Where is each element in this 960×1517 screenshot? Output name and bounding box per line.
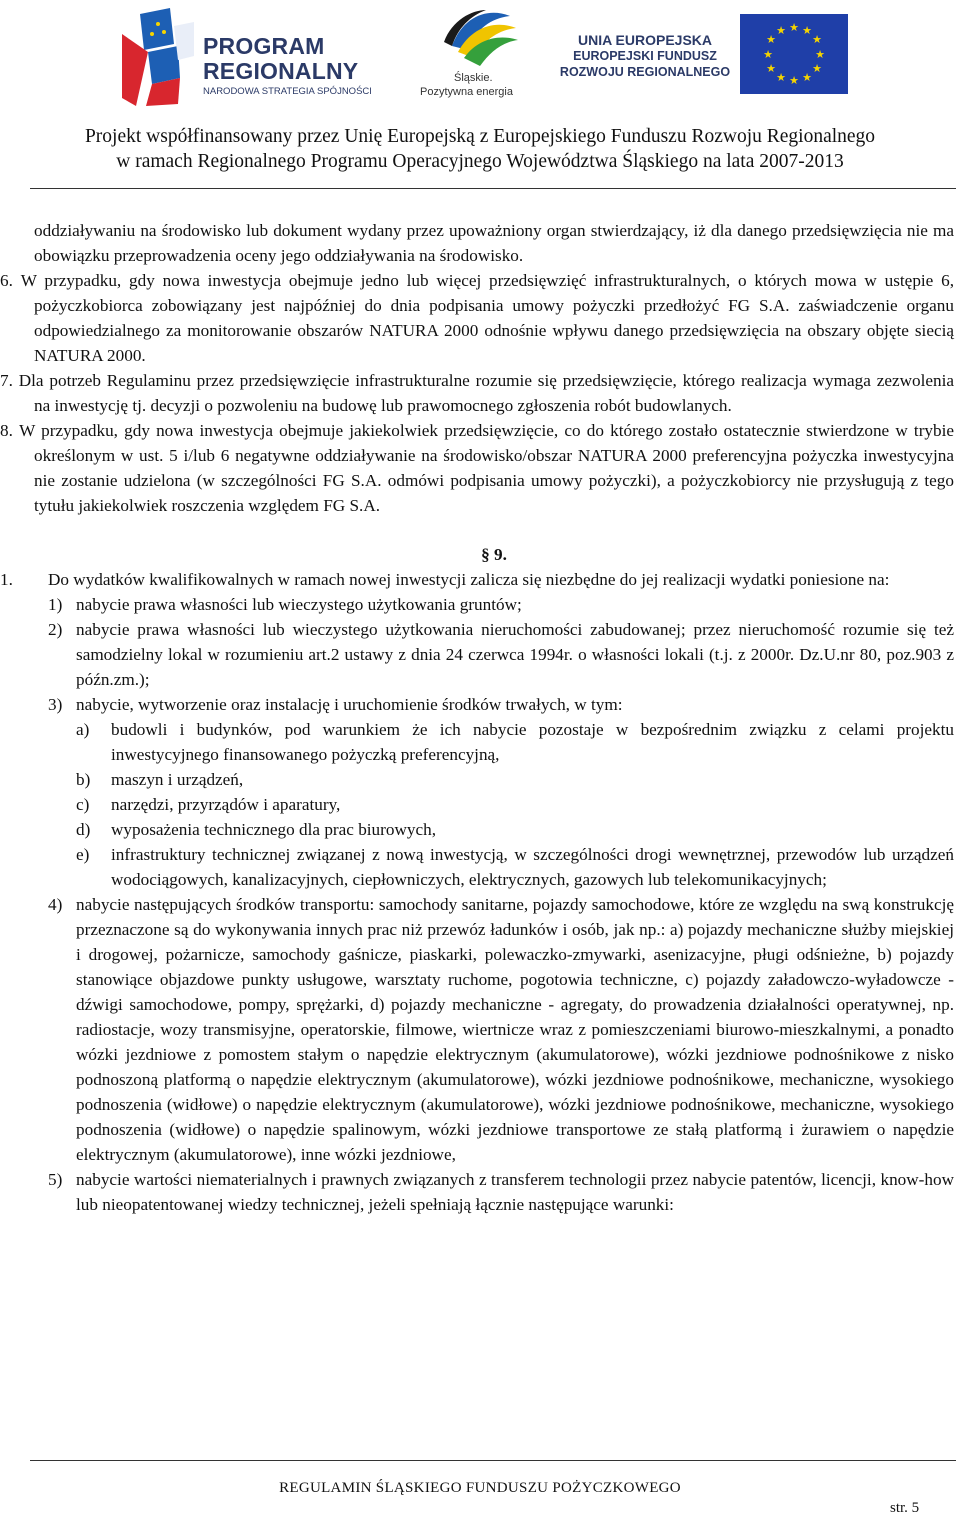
section-heading: § 9. (481, 545, 507, 564)
list-item-3 (34, 692, 954, 717)
sub-item-b (34, 767, 954, 792)
sub-item-text: maszyn i urządzeń, (111, 770, 244, 789)
program-regionalny-emblem-icon (118, 6, 198, 108)
sub-item-text: infrastruktury technicznej związanej z nową inwestycją, w szczególności drogi wewnętrznej, przewodów lub urządzeń wodociągowych, kanalizacyjnych, ciepłowniczych, elektrycznych, gazowych lub telekomunikacyjnych; (111, 845, 954, 889)
item-number: 4) (48, 895, 63, 914)
sub-item-d (34, 817, 954, 842)
page-number: str. 5 (890, 1500, 920, 1516)
document-body (0, 218, 955, 1217)
logo-bar (0, 0, 960, 110)
logo-line-2: REGIONALNY (203, 58, 359, 84)
svg-text:★: ★ (789, 74, 799, 87)
item-text: nabycie następujących środków transportu: samochody sanitarne, pojazdy samochodowe, które ze względu na swą konstrukcję przeznaczone są do wykonywania innych prac niż przewóz ładunków i osób, jak np.: a) pojazdy mechaniczne służby miejskiej i drogowej, pożarnicze, samochody gaśnicze, piaskarki, polewaczko-zmywarki, asenizacyjne, pługi odśnieżne, b) pojazdy stanowiące objazdowe punkty usługowe, warsztaty ruchome, pogotowia techniczne, c) pojazdy załadowczo-wyładowcze - dźwigi samochodowe, pompy, sprężarki, d) pojazdy mechaniczne - agregaty, do prowadzenia działalności operatywnej, np. radiostacje, wozy transmisyjne, operatorskie, filmowe, wiertnicze wraz z pomieszczeniami biurowo-mieszkalnymi, a ponadto wózki jezdniowe z pomostem stałym o napędzie elektrycznym (akumulatorowe), wózki jezdniowe podnośnikowe z nisko podnoszoną platformą o napędzie elektrycznym (akumulatorowe), wózki jezdniowe podnośnikowe, mechaniczne, wysokiego podnoszenia (widłowe) o napędzie elektrycznym (akumulatorowe), wózki jezdniowe podnośnikowe, mechaniczne, wysokiego podnoszenia (widłowe) o napędzie spalinowym, wózki jezdniowe transportowe ze stałą platformą i żurawiem o napędzie elektrycznym (akumulatorowe), inne wózki jezdniowe, (76, 895, 954, 1164)
sub-item-letter: a) (76, 720, 90, 739)
item-number: 2) (48, 620, 63, 639)
sub-item-letter: b) (76, 770, 91, 789)
paragraph-number: 6. (0, 271, 13, 290)
point-number: 1. (0, 570, 13, 589)
svg-text:★: ★ (812, 33, 822, 46)
list-item-1 (34, 592, 954, 617)
footer-title: REGULAMIN ŚLĄSKIEGO FUNDUSZU POŻYCZKOWEGO (279, 1480, 681, 1496)
item-text: nabycie wartości niematerialnych i prawnych związanych z transferem technologii przez nabycie patentów, licencji, know-how lub nieopatentowanej wiedzy technicznej, jeżeli spełniają łącznie następujące warunki: (76, 1170, 954, 1214)
svg-text:★: ★ (766, 33, 776, 46)
list-item-5 (34, 1167, 954, 1217)
sub-item-text: narzędzi, przyrządów i aparatury, (111, 795, 341, 814)
logo-line-1: PROGRAM (203, 33, 325, 59)
sub-item-text: wyposażenia technicznego dla prac biurowych, (111, 820, 436, 839)
section-9-point-1 (0, 567, 954, 1217)
continued-paragraph: oddziaływaniu na środowisko lub dokument wydany przez upoważniony organ stwierdzający, iż dla danego przedsięwzięcia nie ma obowiązku przeprowadzenia oceny jego oddziaływania na środowisko. (34, 221, 954, 265)
eu-logo-text (554, 32, 736, 80)
svg-text:★: ★ (766, 62, 776, 75)
header-line-2: w ramach Regionalnego Programu Operacyjnego Województwa Śląskiego na lata 2007-2013 (116, 151, 844, 172)
paragraph-text: W przypadku, gdy nowa inwestycja obejmuje jakiekolwiek przedsięwzięcie, co do którego zostało ostatecznie stwierdzone w trybie określonym w ust. 5 i/lub 6 negatywne oddziaływanie na środowisko/obszar NATURA 2000 preferencyjna pożyczka inwestycyjna nie zostanie udzielona (w szczególności FG S.A. odmówi podpisania umowy pożyczki), a pożyczkobiorcy nie przysługują z tego tytułu jakiekolwiek roszczenia względem FG S.A. (19, 421, 955, 515)
footer-divider (30, 1460, 956, 1461)
item-text: nabycie prawa własności lub wieczystego użytkowania nieruchomości zabudowanej; przez nieruchomość rozumie się też samodzielny lokal w rozumieniu art.2 ustawy z dnia 24 czerwca 1994r. o własności lokali (t.j. z 2000r. Dz.U.nr 80, poz.903 z późn.zm.); (76, 620, 954, 689)
paragraph-number: 7. (0, 371, 13, 390)
sub-item-text: budowli i budynków, pod warunkiem że ich nabycie pozostaje w bezpośrednim związku z celami projektu inwestycyjnego finansowanego pożyczką preferencyjną, (111, 720, 954, 764)
svg-text:★: ★ (763, 48, 773, 61)
header-divider (30, 188, 956, 189)
svg-text:★: ★ (802, 24, 812, 37)
paragraph-number: 8. (0, 421, 13, 440)
sub-item-e (34, 842, 954, 892)
list-item-4 (34, 892, 954, 1167)
sub-item-letter: e) (76, 845, 90, 864)
project-cofinancing-header (0, 124, 960, 174)
slaskie-tagline: Pozytywna energia (420, 86, 513, 98)
sub-item-letter: d) (76, 820, 91, 839)
slaskie-logo (412, 6, 542, 106)
svg-text:★: ★ (812, 62, 822, 75)
eu-line-3: ROZWOJU REGIONALNEGO (559, 65, 731, 79)
slaskie-name: Śląskie. (454, 72, 493, 84)
program-regionalny-wordmark (203, 34, 358, 84)
sub-item-letter: c) (76, 795, 90, 814)
paragraph-text: Dla potrzeb Regulaminu przez przedsięwzięcie infrastrukturalne rozumie się przedsięwzięcie, którego realizacja wymaga zezwolenia na inwestycję tj. decyzji o pozwoleniu na budowę lub prawomocnego zgłoszenia robót budowlanych. (18, 371, 954, 415)
svg-text:★: ★ (776, 24, 786, 37)
paragraph-8 (0, 418, 954, 518)
sub-item-a (34, 717, 954, 767)
item-number: 1) (48, 595, 63, 614)
eu-line-2: EUROPEJSKI FUNDUSZ (573, 49, 717, 63)
item-number: 5) (48, 1170, 63, 1189)
eu-logo (552, 14, 852, 100)
item-text: nabycie prawa własności lub wieczystego użytkowania gruntów; (76, 595, 522, 614)
svg-text:★: ★ (815, 48, 825, 61)
paragraph-6 (0, 268, 954, 368)
list-item-2 (34, 617, 954, 692)
svg-text:★: ★ (776, 71, 786, 84)
paragraph-7 (0, 368, 954, 418)
header-line-1: Projekt współfinansowany przez Unię Europejską z Europejskiego Funduszu Rozwoju Regionalnego (84, 126, 876, 147)
item-text: nabycie, wytworzenie oraz instalację i uruchomienie środków trwałych, w tym: (76, 695, 623, 714)
eu-flag-icon (740, 14, 848, 94)
sub-item-c (34, 792, 954, 817)
point-text: Do wydatków kwalifikowalnych w ramach nowej inwestycji zalicza się niezbędne do jej realizacji wydatki poniesione na: (48, 570, 890, 589)
program-regionalny-subtitle: NARODOWA STRATEGIA SPÓJNOŚCI (203, 86, 372, 97)
slaskie-waves-icon (412, 6, 542, 72)
item-number: 3) (48, 695, 63, 714)
paragraph-text: W przypadku, gdy nowa inwestycja obejmuje jedno lub więcej przedsięwzięć infrastrukturalnych, o których mowa w ustępie 6, pożyczkobiorca zobowiązany jest najpóźniej do dnia podpisania umowy pożyczki przedłożyć FG S.A. zaświadczenie organu odpowiedzialnego za monitorowanie obszarów NATURA 2000 odnośnie wpływu danego przedsięwzięcia na obszary objęte siecią NATURA 2000. (20, 271, 954, 365)
eu-line-1: UNIA EUROPEJSKA (577, 32, 713, 48)
svg-text:★: ★ (789, 21, 799, 34)
svg-text:★: ★ (802, 71, 812, 84)
program-regionalny-logo (118, 6, 408, 108)
